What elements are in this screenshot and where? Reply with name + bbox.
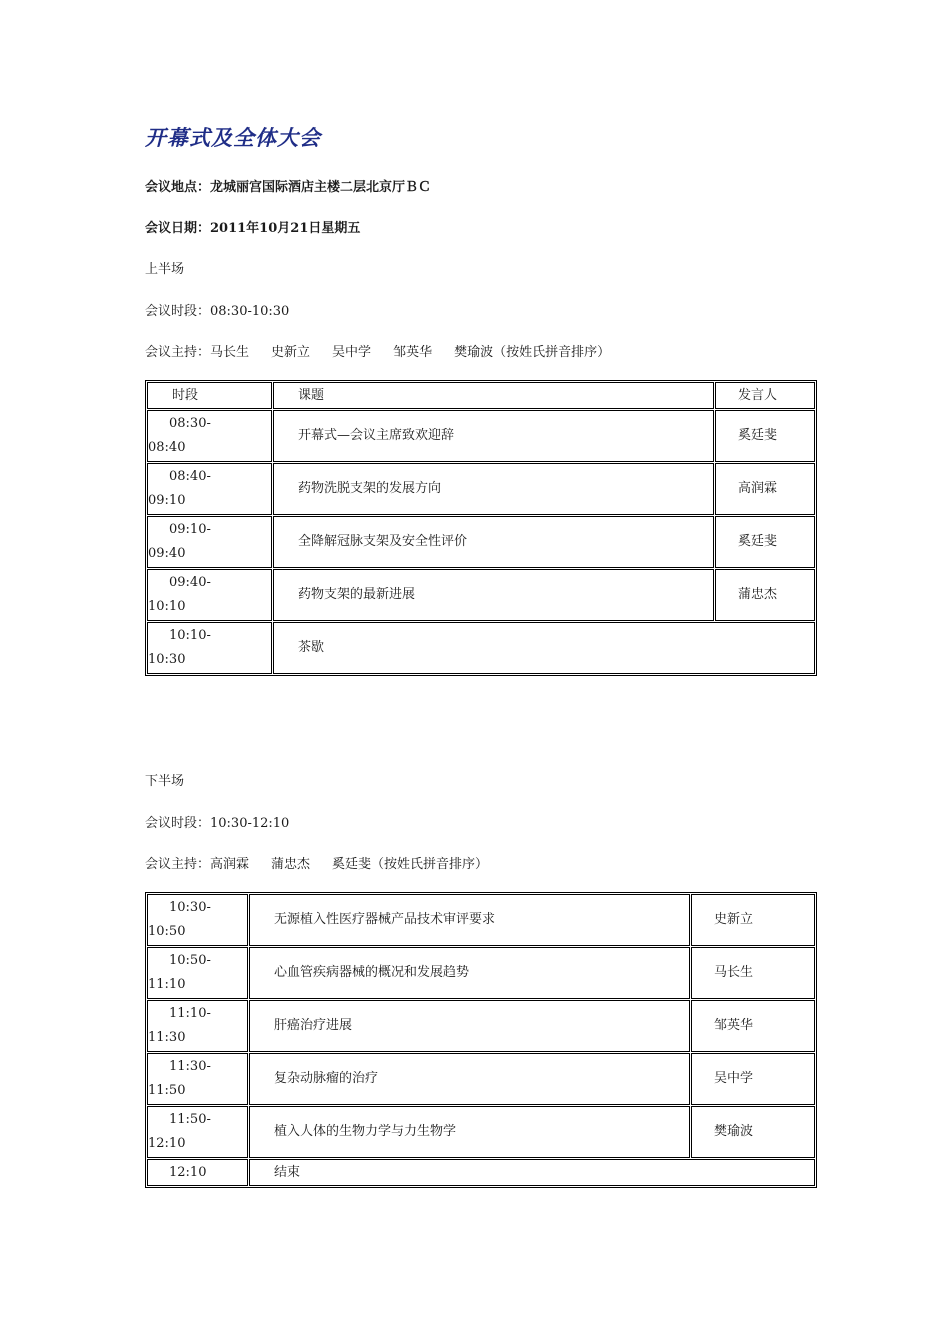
time-end: 11:30 [148,1030,186,1045]
time-cell [147,1106,248,1158]
topic-cell: 复杂动脉瘤的治疗 [249,1053,690,1105]
session1-hosts [145,345,610,361]
host-name: 蒲忠杰 [271,857,311,872]
hosts-label: 会议主持： [145,857,211,872]
header-topic: 课题 [273,382,714,409]
topic-cell: 全降解冠脉支架及安全性评价 [273,516,714,568]
speaker-cell: 吴中学 [691,1053,815,1105]
time-cell [147,1053,248,1105]
table-row [147,622,815,674]
host-name: 吴中学 [332,345,372,360]
time-end: 10:50 [148,924,186,939]
topic-cell: 无源植入性医疗器械产品技术审评要求 [249,894,690,946]
time-end: 10:10 [148,599,186,614]
time-start: 11:50- [169,1112,211,1127]
table-row [147,1053,815,1105]
time-start: 12:10 [169,1164,207,1180]
time-cell [147,947,248,999]
host-name: 邹英华 [393,345,433,360]
topic-cell: 开幕式—会议主席致欢迎辞 [273,410,714,462]
topic-cell: 肝癌治疗进展 [249,1000,690,1052]
date-line: 会议日期：2011年10月21日星期五 [145,221,361,236]
speaker-cell: 史新立 [691,894,815,946]
host-name: 马长生 [210,345,250,360]
speaker-cell: 蒲忠杰 [715,569,815,621]
speaker-cell: 奚廷斐 [715,410,815,462]
time-start: 10:10- [169,628,211,643]
session1-period: 会议时段：08:30-10:30 [145,304,290,319]
header-speaker: 发言人 [715,382,815,409]
session2-label: 下半场 [145,774,185,789]
time-start: 10:50- [169,953,211,968]
table-row [147,947,815,999]
speaker-cell: 奚廷斐 [715,516,815,568]
time-cell [147,622,272,674]
table-row [147,894,815,946]
time-start: 11:10- [169,1006,211,1021]
header-time: 时段 [147,382,272,409]
table-row [147,1159,815,1186]
table-row [147,463,815,515]
table-row [147,569,815,621]
time-end: 11:10 [148,977,186,992]
topic-cell: 植入人体的生物力学与力生物学 [249,1106,690,1158]
speaker-cell: 邹英华 [691,1000,815,1052]
session1-schedule-table [145,380,817,676]
speaker-cell: 马长生 [691,947,815,999]
topic-cell: 药物支架的最新进展 [273,569,714,621]
time-cell [147,516,272,568]
venue-line: 会议地点：龙城丽宫国际酒店主楼二层北京厅ＢＣ [145,180,432,195]
page-title: 开幕式及全体大会 [145,125,321,150]
time-cell [147,410,272,462]
host-name: 奚廷斐（按姓氏拼音排序） [332,857,489,872]
time-cell [147,569,272,621]
host-name: 史新立 [271,345,311,360]
time-end: 10:30 [148,652,186,667]
time-cell [147,1159,248,1186]
time-end: 08:40 [148,440,186,455]
host-name: 樊瑜波（按姓氏拼音排序） [454,345,611,360]
session2-hosts [145,857,488,873]
time-cell [147,463,272,515]
table-row [147,516,815,568]
time-end: 09:10 [148,493,186,508]
speaker-cell: 高润霖 [715,463,815,515]
time-end: 12:10 [148,1136,186,1151]
time-cell [147,894,248,946]
time-cell [147,1000,248,1052]
speaker-cell: 樊瑜波 [691,1106,815,1158]
topic-cell: 药物洗脱支架的发展方向 [273,463,714,515]
session1-label: 上半场 [145,262,185,277]
time-start: 09:10- [169,522,211,537]
topic-cell: 结束 [249,1159,815,1186]
session2-period: 会议时段：10:30-12:10 [145,816,290,831]
time-start: 09:40- [169,575,211,590]
table-row [147,1000,815,1052]
time-end: 11:50 [148,1083,186,1098]
time-start: 10:30- [169,900,211,915]
hosts-label: 会议主持： [145,345,211,360]
table-row [147,1106,815,1158]
time-start: 08:40- [169,469,211,484]
time-start: 08:30- [169,416,211,431]
time-end: 09:40 [148,546,186,561]
host-name: 高润霖 [210,857,250,872]
topic-cell: 茶歇 [273,622,815,674]
table-row [147,410,815,462]
table-header-row [147,382,815,409]
time-start: 11:30- [169,1059,211,1074]
session2-schedule-table [145,892,817,1188]
topic-cell: 心血管疾病器械的概况和发展趋势 [249,947,690,999]
